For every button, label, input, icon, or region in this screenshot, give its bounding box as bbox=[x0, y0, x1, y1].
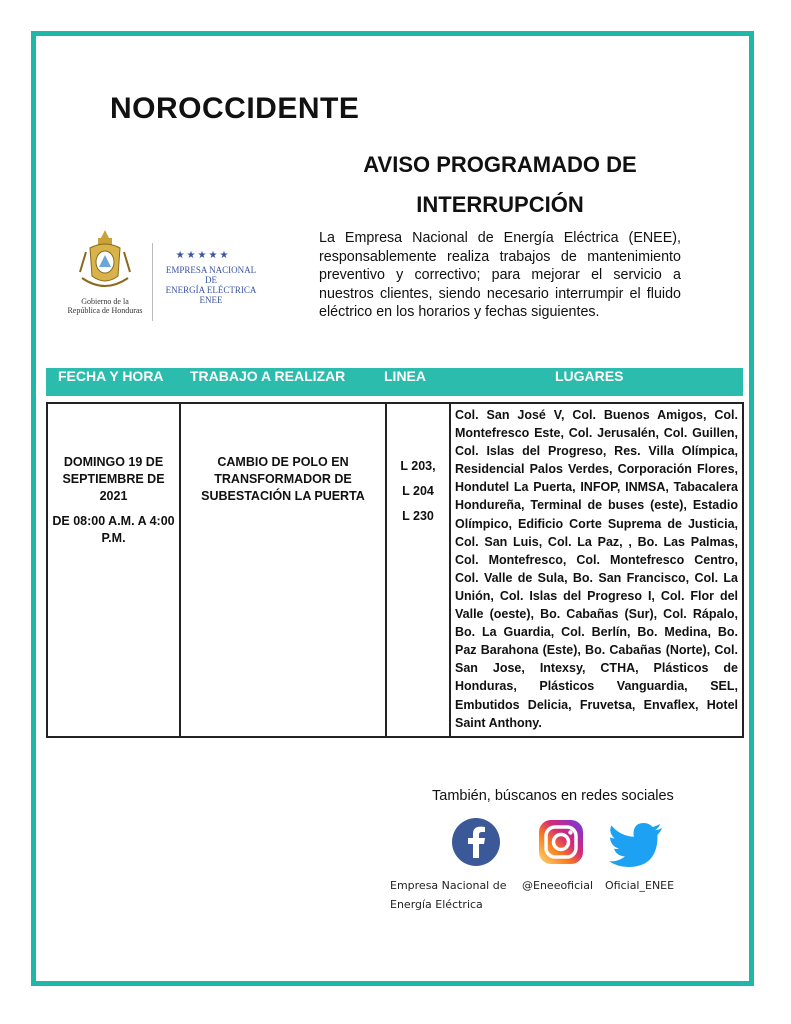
fecha-text: DOMINGO 19 DE SEPTIEMBRE DE 2021 bbox=[62, 455, 165, 503]
table-row bbox=[47, 403, 743, 737]
instagram-label[interactable]: @Eneeoficial bbox=[522, 879, 594, 892]
gobierno-honduras-logo: Gobierno de la República de Honduras bbox=[60, 228, 150, 323]
header-lugares: LUGARES bbox=[555, 368, 624, 384]
intro-paragraph: La Empresa Nacional de Energía Eléctrica (ENEE), responsablemente realiza trabajos de mantenimiento preventivo y correctivo; para mejorar el servicio a nuestros clientes, siendo necesario interrumpir el fluido eléctrico en los horarios y fechas siguientes. bbox=[319, 230, 681, 320]
cell-trabajo bbox=[180, 403, 386, 737]
social-heading: También, búscanos en redes sociales bbox=[432, 788, 674, 804]
twitter-label[interactable]: Oficial_ENEE bbox=[605, 879, 675, 892]
outage-table bbox=[46, 402, 744, 738]
honduras-coat-of-arms-icon bbox=[60, 228, 150, 292]
header-linea: LINEA bbox=[384, 368, 426, 384]
trabajo-text: CAMBIO DE POLO EN TRANSFORMADOR DE SUBESTACIÓN LA PUERTA bbox=[201, 455, 365, 503]
linea-3: L 230 bbox=[402, 509, 434, 523]
cell-fecha-hora bbox=[47, 403, 180, 737]
cell-lugares: Col. San José V, Col. Buenos Amigos, Col. Montefresco Este, Col. Jerusalén, Col. Guillen, Col. Islas del Progreso, Res. Villa Olímpica, Residencial Palos Verdes, Corporación Flores, Hondutel La Puerta, INFOP, INMSA, Tabacalera Hondureña, Terminal de buses (este), Estadio Olímpico, Edificio Corte Suprema de Justicia, Col. San Luis, Col. La Paz, , Bo. Las Palmas, Col. Montefresco, Col. Montefresco Centro, Col. Valle de Sula, Bo. San Francisco, Col. La Unión, Col. Islas del Progreso I, Col. Flor del Valle (oeste), Bo. Cabañas (Sur), Col. Rápalo, Bo. La Guardia, Col. Berlín, Bo. Medina, Bo. Paz Barahona (Este), Bo. Cabañas (Norte), Col. San Jose, Intexsy, CTHA, Plásticos de Honduras, Plásticos Vanguardia, SEL, Embutidos Delicia, Fruvetsa, Envaflex, Hotel Saint Anthony. bbox=[450, 403, 743, 737]
linea-1: L 203, bbox=[400, 459, 436, 473]
cell-linea bbox=[386, 403, 450, 737]
table-header-bar bbox=[46, 368, 743, 396]
linea-2: L 204 bbox=[402, 484, 434, 498]
enee-stars-icon: ★★★★★ bbox=[175, 250, 231, 261]
enee-logo: ★★★★★ EMPRESA NACIONAL DE ENERGÍA ELÉCTRICA ENEE bbox=[163, 250, 273, 320]
notice-title: AVISO PROGRAMADO DE INTERRUPCIÓN bbox=[363, 152, 637, 217]
header-fecha: FECHA Y HORA bbox=[58, 368, 164, 384]
instagram-icon[interactable] bbox=[537, 818, 585, 866]
facebook-icon[interactable] bbox=[452, 818, 500, 866]
hora-text: DE 08:00 A.M. A 4:00 P.M. bbox=[52, 514, 175, 545]
twitter-icon[interactable] bbox=[608, 822, 664, 868]
logo-divider bbox=[152, 243, 153, 321]
region-title: NOROCCIDENTE bbox=[110, 92, 360, 125]
facebook-label[interactable]: Empresa Nacional de Energía Eléctrica bbox=[390, 879, 507, 911]
header-trabajo: TRABAJO A REALIZAR bbox=[190, 368, 346, 384]
